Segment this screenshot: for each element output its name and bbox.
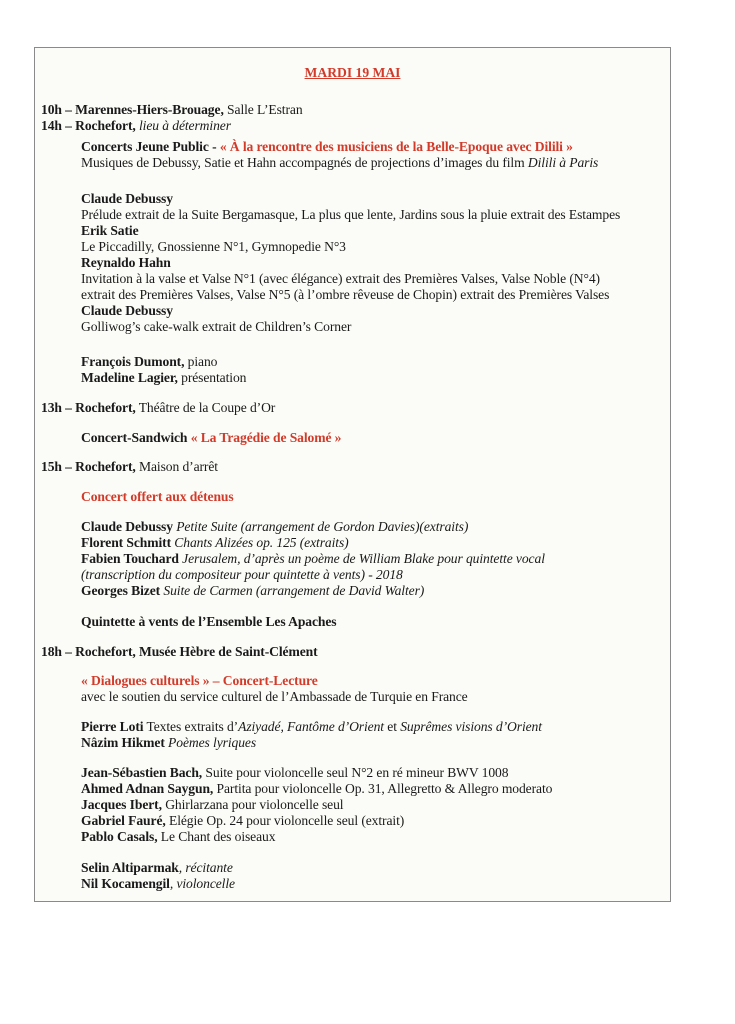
performer: Nil Kocamengil, violoncelle bbox=[81, 876, 235, 891]
program-line: Georges Bizet Suite de Carmen (arrangement de David Walter) bbox=[81, 583, 425, 598]
program-line: Gabriel Fauré, Elégie Op. 24 pour violoncelle seul (extrait) bbox=[81, 813, 405, 828]
program-line: Jacques Ibert, Ghirlarzana pour violoncelle seul bbox=[81, 797, 344, 812]
event-14h: 14h – Rochefort, lieu à déterminer bbox=[41, 118, 231, 133]
program-page bbox=[34, 47, 671, 902]
program-line: Florent Schmitt Chants Alizées op. 125 (extraits) bbox=[81, 535, 349, 550]
event-10h: 10h – Marennes-Hiers-Brouage, Salle L’Estran bbox=[41, 102, 303, 117]
program-line: Pablo Casals, Le Chant des oiseaux bbox=[81, 829, 276, 844]
composer: Erik Satie bbox=[81, 223, 139, 238]
ensemble: Quintette à vents de l’Ensemble Les Apaches bbox=[81, 614, 337, 629]
program-line: Jean-Sébastien Bach, Suite pour violoncelle seul N°2 en ré mineur BWV 1008 bbox=[81, 765, 509, 780]
jeune-public-desc: Musiques de Debussy, Satie et Hahn accompagnés de projections d’images du film Dilili à Paris bbox=[81, 155, 599, 170]
event-13h: 13h – Rochefort, Théâtre de la Coupe d’Or bbox=[41, 400, 276, 415]
works: Le Piccadilly, Gnossienne N°1, Gymnopedie N°3 bbox=[81, 239, 346, 254]
works: Golliwog’s cake-walk extrait de Children’s Corner bbox=[81, 319, 352, 334]
performer: François Dumont, piano bbox=[81, 354, 218, 369]
program-line: Fabien Touchard Jerusalem, d’après un poème de William Blake pour quintette vocal bbox=[81, 551, 545, 566]
works: Invitation à la valse et Valse N°1 (avec élégance) extrait des Premières Valses, Valse Noble (N°4) bbox=[81, 271, 600, 286]
performer: Selin Altiparmak, récitante bbox=[81, 860, 233, 875]
page-title: MARDI 19 MAI bbox=[304, 65, 401, 80]
reading-hikmet: Nâzim Hikmet Poèmes lyriques bbox=[81, 735, 257, 750]
dialogues-desc: avec le soutien du service culturel de l’Ambassade de Turquie en France bbox=[81, 689, 468, 704]
sandwich-heading: Concert-Sandwich « La Tragédie de Salomé » bbox=[81, 430, 342, 445]
dialogues-heading: « Dialogues culturels » – Concert-Lecture bbox=[81, 673, 318, 688]
detenus-heading: Concert offert aux détenus bbox=[81, 489, 234, 504]
performer: Madeline Lagier, présentation bbox=[81, 370, 247, 385]
event-15h: 15h – Rochefort, Maison d’arrêt bbox=[41, 459, 218, 474]
reading-loti: Pierre Loti Textes extraits d’Aziyadé, Fantôme d’Orient et Suprêmes visions d’Orient bbox=[81, 719, 542, 734]
composer: Claude Debussy bbox=[81, 303, 173, 318]
composer: Reynaldo Hahn bbox=[81, 255, 171, 270]
program-line: Claude Debussy Petite Suite (arrangement de Gordon Davies)(extraits) bbox=[81, 519, 469, 534]
program-line: (transcription du compositeur pour quintette à vents) - 2018 bbox=[81, 567, 403, 582]
jeune-public-heading: Concerts Jeune Public - « À la rencontre des musiciens de la Belle-Epoque avec Dilili » bbox=[81, 139, 573, 154]
event-18h: 18h – Rochefort, Musée Hèbre de Saint-Clément bbox=[41, 644, 318, 659]
program-line: Ahmed Adnan Saygun, Partita pour violoncelle Op. 31, Allegretto & Allegro moderato bbox=[81, 781, 553, 796]
works: extrait des Premières Valses, Valse N°5 (à l’ombre rêveuse de Chopin) extrait des Premières Valses bbox=[81, 287, 610, 302]
works: Prélude extrait de la Suite Bergamasque, La plus que lente, Jardins sous la pluie extrait des Estampes bbox=[81, 207, 621, 222]
composer: Claude Debussy bbox=[81, 191, 173, 206]
